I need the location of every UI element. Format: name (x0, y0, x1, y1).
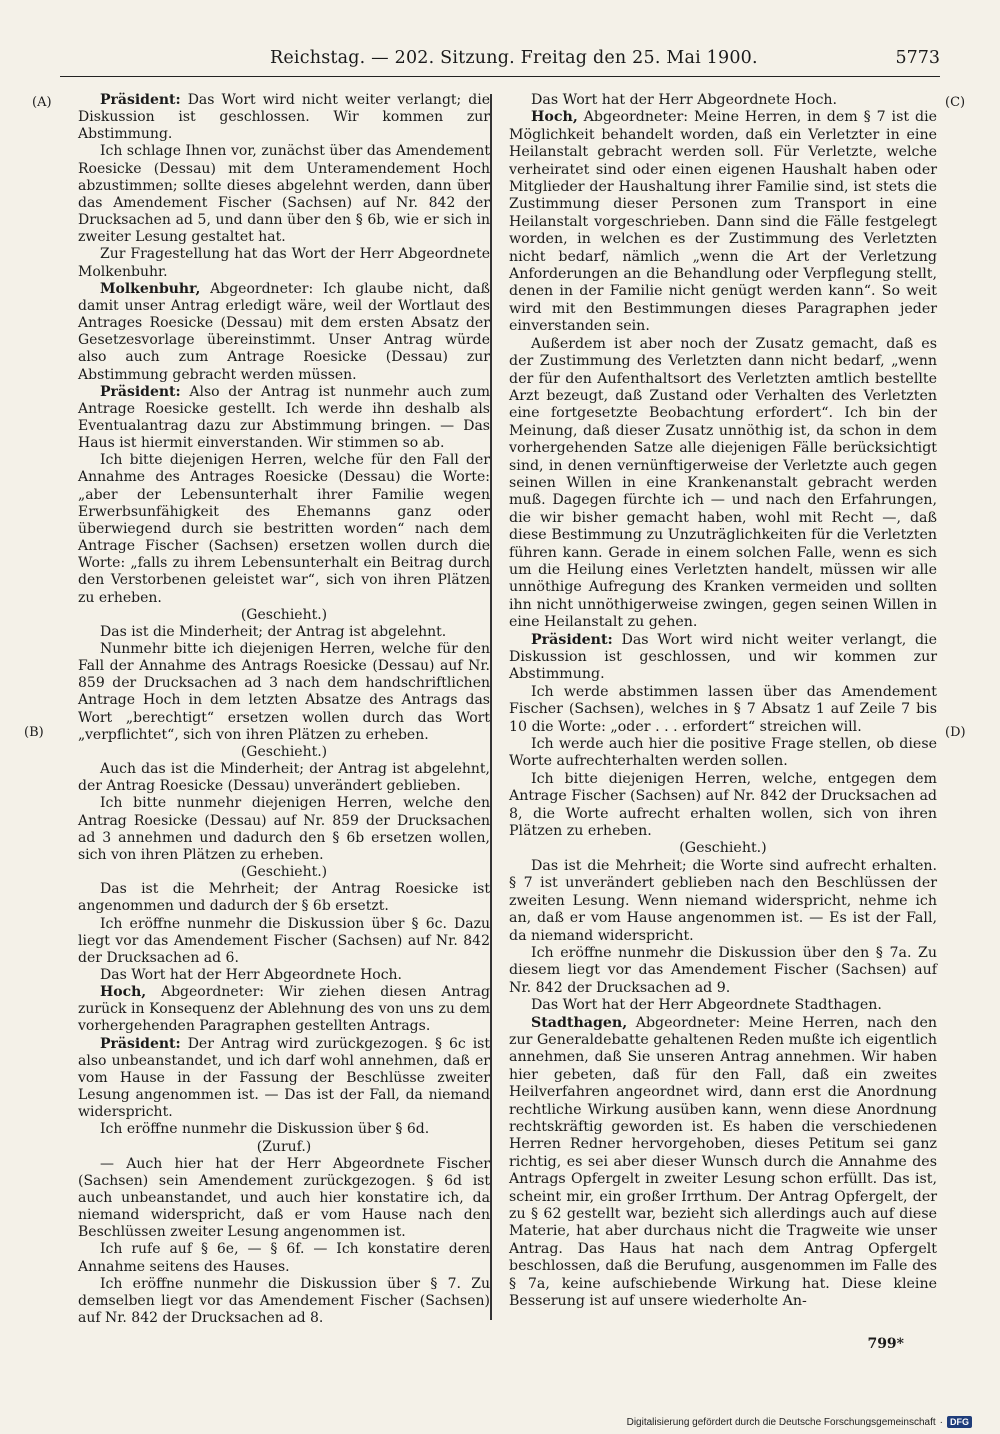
speaker-name: Präsident: (531, 631, 613, 648)
paragraph (78, 246, 490, 280)
paragraph-text: Zur Fragestellung hat das Wort der Herr Abgeordnete Molkenbuhr. (78, 246, 490, 280)
paragraph-text: Auch das ist die Minderheit; der Antrag ist abgelehnt, der Antrag Roesicke (Dessau) unverändert geblieben. (78, 761, 490, 795)
running-header (60, 44, 940, 77)
paragraph-text: Das Wort wird nicht weiter verlangt; die Diskussion ist geschlossen. Wir kommen zur Abstimmung. (78, 92, 490, 143)
paragraph (509, 684, 937, 736)
paragraph (78, 143, 490, 246)
paragraph-text: Das Wort hat der Herr Abgeordnete Hoch. (100, 966, 403, 983)
footer-separator: · (939, 1416, 943, 1428)
paragraph (509, 92, 937, 109)
paragraph-text: Nunmehr bitte ich diejenigen Herren, welche für den Fall der Annahme des Antrags Roesicke (Dessau) auf Nr. 859 der Drucksachen ad 3 nach dem handschriftlichen Antrage Hoch in dem letzten Absatze des Antrags das Wort „berechtigt“ ersetzen wollen durch das Wort „verpflichtet“, sich von ihren Plätzen zu erheben. (78, 641, 490, 743)
speaker-name: Hoch, (100, 984, 147, 1001)
paragraph-text: Ich eröffne nunmehr die Diskussion über § 7. Zu demselben liegt vor das Amendement Fischer (Sachsen) auf Nr. 842 der Drucksachen ad 8. (78, 1275, 490, 1327)
paragraph (509, 632, 937, 684)
paragraph-text: Ich schlage Ihnen vor, zunächst über das Amendement Roesicke (Dessau) mit dem Unteramendement Hoch abzustimmen; sollte dieses abgelehnt werden, dann über das Amendement Fischer (Sachsen) auf Nr. 842 der Drucksachen ad 5, und dann über den § 6b, wie er sich in zweiter Lesung gestaltet hat. (78, 143, 490, 246)
paragraph (509, 1015, 937, 1311)
paragraph-text: Ich werde auch hier die positive Frage stellen, ob diese Worte aufrechterhalten werden sollen. (509, 736, 937, 770)
paragraph (78, 795, 490, 864)
margin-marker-c: (C) (945, 95, 966, 110)
paragraph-text: — Auch hier hat der Herr Abgeordnete Fischer (Sachsen) sein Amendement zurückgezogen. § 6d ist auch unbeanstandet, und auch hier konstatire ich, da niemand widerspricht, daß er vom Hause nach den Beschlüssen zweiter Lesung angenommen ist. (78, 1155, 490, 1241)
paragraph (509, 736, 937, 771)
paragraph-text: Ich bitte diejenigen Herren, welche, entgegen dem Antrage Fischer (Sachsen) auf Nr. 842 der Drucksachen ad 8, die Worte aufrecht erhalten wollen, sich von ihren Plätzen zu erheben. (509, 770, 937, 840)
paragraph (78, 1276, 490, 1327)
paragraph-text: Das ist die Minderheit; der Antrag ist abgelehnt. (100, 623, 447, 640)
paragraph-text: Ich eröffne nunmehr die Diskussion über § 6d. (100, 1121, 430, 1138)
paragraph (509, 336, 937, 632)
paragraph (78, 881, 490, 915)
paragraph (78, 1036, 490, 1122)
paragraph-text: Das Wort wird nicht weiter verlangt, die Diskussion ist geschlossen, und wir kommen zur Abstimmung. (509, 631, 937, 683)
speaker-name: Stadthagen, (531, 1014, 628, 1031)
page-number: 5773 (895, 48, 940, 68)
paragraph (78, 384, 490, 453)
paragraph (509, 945, 937, 997)
paragraph-text: Das ist die Mehrheit; der Antrag Roesicke ist angenommen und dadurch der § 6b ersetzt. (78, 881, 490, 915)
running-title: Reichstag. — 202. Sitzung. Freitag den 25. Mai 1900. (270, 48, 758, 68)
signature-mark: 799* (867, 1336, 904, 1352)
stage-direction: (Geschieht.) (240, 864, 328, 881)
paragraph (78, 624, 490, 641)
column-divider (490, 94, 492, 1320)
paragraph-text: Ich eröffne nunmehr die Diskussion über § 6c. Dazu liegt vor das Amendement Fischer (Sachsen) auf Nr. 842 der Drucksachen ad 6. (78, 915, 490, 966)
paragraph-text: Abgeordneter: Wir ziehen diesen Antrag zurück in Konsequenz der Ablehnung des von uns zu dem vorhergehenden Paragraphen gestellten Antrags. (78, 984, 490, 1035)
paragraph-text: Der Antrag wird zurückgezogen. § 6c ist also unbeanstandet, und ich darf wohl annehmen, daß er vom Hause in der Fassung der Beschlüsse zweiter Lesung angenommen ist. — Das ist der Fall, da niemand widerspricht. (78, 1035, 490, 1121)
speaker-name: Hoch, (531, 109, 578, 126)
paragraph (78, 92, 490, 143)
paragraph (78, 1121, 490, 1138)
right-column (509, 92, 937, 1310)
paragraph-text: Das Wort hat der Herr Abgeordnete Hoch. (531, 92, 838, 108)
paragraph (78, 452, 490, 606)
speaker-name: Molkenbuhr, (100, 280, 201, 297)
speaker-name: Präsident: (100, 92, 181, 108)
margin-marker-d: (D) (945, 725, 966, 740)
stage-direction: (Zuruf.) (256, 1138, 312, 1155)
paragraph-text: Also der Antrag ist nunmehr auch zum Antrage Roesicke gestellt. Ich werde ihn deshalb als Eventualantrag dazu zur Abstimmung bringen. — Das Haus ist hiermit einverstanden. Wir stimmen so ab. (78, 383, 490, 452)
paragraph (78, 984, 490, 1035)
paragraph (78, 1156, 490, 1242)
stage-direction: (Geschieht.) (240, 606, 328, 623)
paragraph (78, 1241, 490, 1275)
paragraph-text: Ich werde abstimmen lassen über das Amendement Fischer (Sachsen), welches in § 7 Absatz 1 auf Zeile 7 bis 10 die Worte: „oder . . . erfordert“ streichen will. (509, 683, 937, 735)
paragraph-text: Ich bitte nunmehr diejenigen Herren, welche den Antrag Roesicke (Dessau) auf Nr. 859 der Drucksachen ad 3 annehmen und dadurch den § 6b ersetzen wollen, sich von ihren Plätzen zu erheben. (78, 795, 490, 863)
paragraph-text: Ich bitte diejenigen Herren, welche für den Fall der Annahme des Antrages Roesicke (Dessau) die Worte: „aber der Lebensunterhalt ihrer Familie wegen Erwerbsunfähigkeit des Ehemanns ganz oder überwiegend durch sie bestritten worden“ nach dem Antrage Fischer (Sachsen) ersetzen wollen durch die Worte: „falls zu ihrem Lebensunterhalt ein Beitrag durch den Verstorbenen geleistet war“, sich von ihren Plätzen zu erheben. (78, 452, 490, 606)
margin-marker-a: (A) (32, 95, 52, 110)
paragraph (78, 967, 490, 984)
paragraph (509, 109, 937, 335)
paragraph (78, 761, 490, 795)
paragraph (509, 771, 937, 841)
paragraph-text: Das Wort hat der Herr Abgeordnete Stadthagen. (531, 997, 882, 1014)
paragraph-text: Ich eröffne nunmehr die Diskussion über den § 7a. Zu diesem liegt vor das Amendement Fischer (Sachsen) auf Nr. 842 der Drucksachen ad 9. (509, 944, 937, 996)
dfg-logo: DFG (947, 1416, 972, 1428)
left-column (78, 92, 490, 1327)
paragraph (78, 281, 490, 384)
paragraph (78, 916, 490, 967)
stage-direction: (Geschieht.) (679, 840, 767, 857)
paragraph-text: Abgeordneter: Meine Herren, nach den zur Generaldebatte gehaltenen Reden mußte ich eigentlich annehmen, daß Sie unseren Antrag annehmen. Wir haben hier gebeten, daß für den Fall, daß ein zweites Heilverfahren angeordnet wird, dann erst die Anordnung rechtliche Wirkung ausüben kann, wenn diese Anordnung rechtskräftig geworden ist. Es haben die verschiedenen Herren Redner hervorgehoben, dieses Petitum sei ganz richtig, es sei aber dieser Wunsch durch die Annahme des Antrags Opfergelt in zweiter Lesung schon erfüllt. Das ist, scheint mir, ein großer Irrthum. Der Antrag Opfergelt, der zu § 62 gestellt war, bezieht sich allerdings auch auf diese Materie, hat aber durchaus nicht die Tragweite wie unser Antrag. Das Haus hat nach dem Antrag Opfergelt beschlossen, daß die Berufung, ausgenommen im Falle des § 7a, keine aufschiebende Wirkung hat. Diese kleine Besserung ist auf unsere wiederholte An- (509, 1014, 937, 1310)
paragraph-text: Außerdem ist aber noch der Zusatz gemacht, daß es der Zustimmung des Verletzten dann nicht bedarf, „wenn der für den Aufenthaltsort des Verletzten amtlich bestellte Arzt bezeugt, daß Zustand oder Verhalten des Verletzten eine fortgesetzte Beobachtung erfordert“. Ich bin der Meinung, daß dieser Zusatz unnöthig ist, da schon in dem vorhergehenden Satze alle diejenigen Fälle berücksichtigt sind, in denen vernünftigerweise der Verletzte auch gegen seinen Willen in eine Krankenanstalt gebracht werden muß. Dagegen fürchte ich — und nach den Erfahrungen, die wir bisher gemacht haben, wohl mit Recht —, daß diese Bestimmung zu Unzuträglichkeiten für die Verletzten führen kann. Gerade in einem solchen Falle, wenn es sich um die Heilung eines Verletzten handelt, müssen wir alle unnöthige Aufregung des Kranken vermeiden und sollten ihn nicht unnöthigerweise zwingen, gegen seinen Willen in eine Heilanstalt zu gehen. (509, 335, 937, 631)
paragraph-text: Abgeordneter: Ich glaube nicht, daß damit unser Antrag erledigt wäre, weil der Wortlaut des Antrages Roesicke (Dessau) mit dem ersten Absatz der Gesetzesvorlage übereinstimmt. Unser Antrag würde also auch zum Antrage Roesicke (Dessau) zur Abstimmung gebracht werden müssen. (78, 280, 490, 383)
paragraph-text: Abgeordneter: Meine Herren, in dem § 7 ist die Möglichkeit behandelt worden, daß ein Verletzter in eine Heilanstalt gebracht werden soll. Für Verletzte, welche verheiratet sind oder einen eigenen Haushalt haben oder Mitglieder der Haushaltung ihrer Familie sind, ist stets die Zustimmung dieser Personen zum Transport in eine Heilanstalt vorgeschrieben. Dann sind die Fälle festgelegt worden, in welchen es der Zustimmung des Verletzten nicht bedarf, nämlich „wenn die Art der Verletzung Anforderungen an die Behandlung oder Verpflegung stellt, denen in der Familie nicht genügt werden kann“. So weit wird mit den Bestimmungen dieses Paragraphen jeder einverstanden sein. (509, 109, 937, 335)
stage-direction: (Geschieht.) (240, 743, 328, 760)
paragraph (509, 997, 937, 1014)
speaker-name: Präsident: (100, 383, 181, 400)
paragraph-text: Ich rufe auf § 6e, — § 6f. — Ich konstatire deren Annahme seitens des Hauses. (78, 1241, 490, 1275)
paragraph-text: Das ist die Mehrheit; die Worte sind aufrecht erhalten. § 7 ist unverändert geblieben nach den Beschlüssen der zweiten Lesung. Wenn niemand widerspricht, nehme ich an, daß er vom Hause angenommen ist. — Es ist der Fall, da niemand widerspricht. (509, 857, 937, 944)
margin-marker-b: (B) (24, 725, 44, 740)
footer (627, 1416, 972, 1428)
speaker-name: Präsident: (100, 1035, 181, 1052)
footer-credit: Digitalisierung gefördert durch die Deutsche Forschungsgemeinschaft (626, 1416, 936, 1428)
paragraph (509, 858, 937, 945)
paragraph (78, 641, 490, 744)
